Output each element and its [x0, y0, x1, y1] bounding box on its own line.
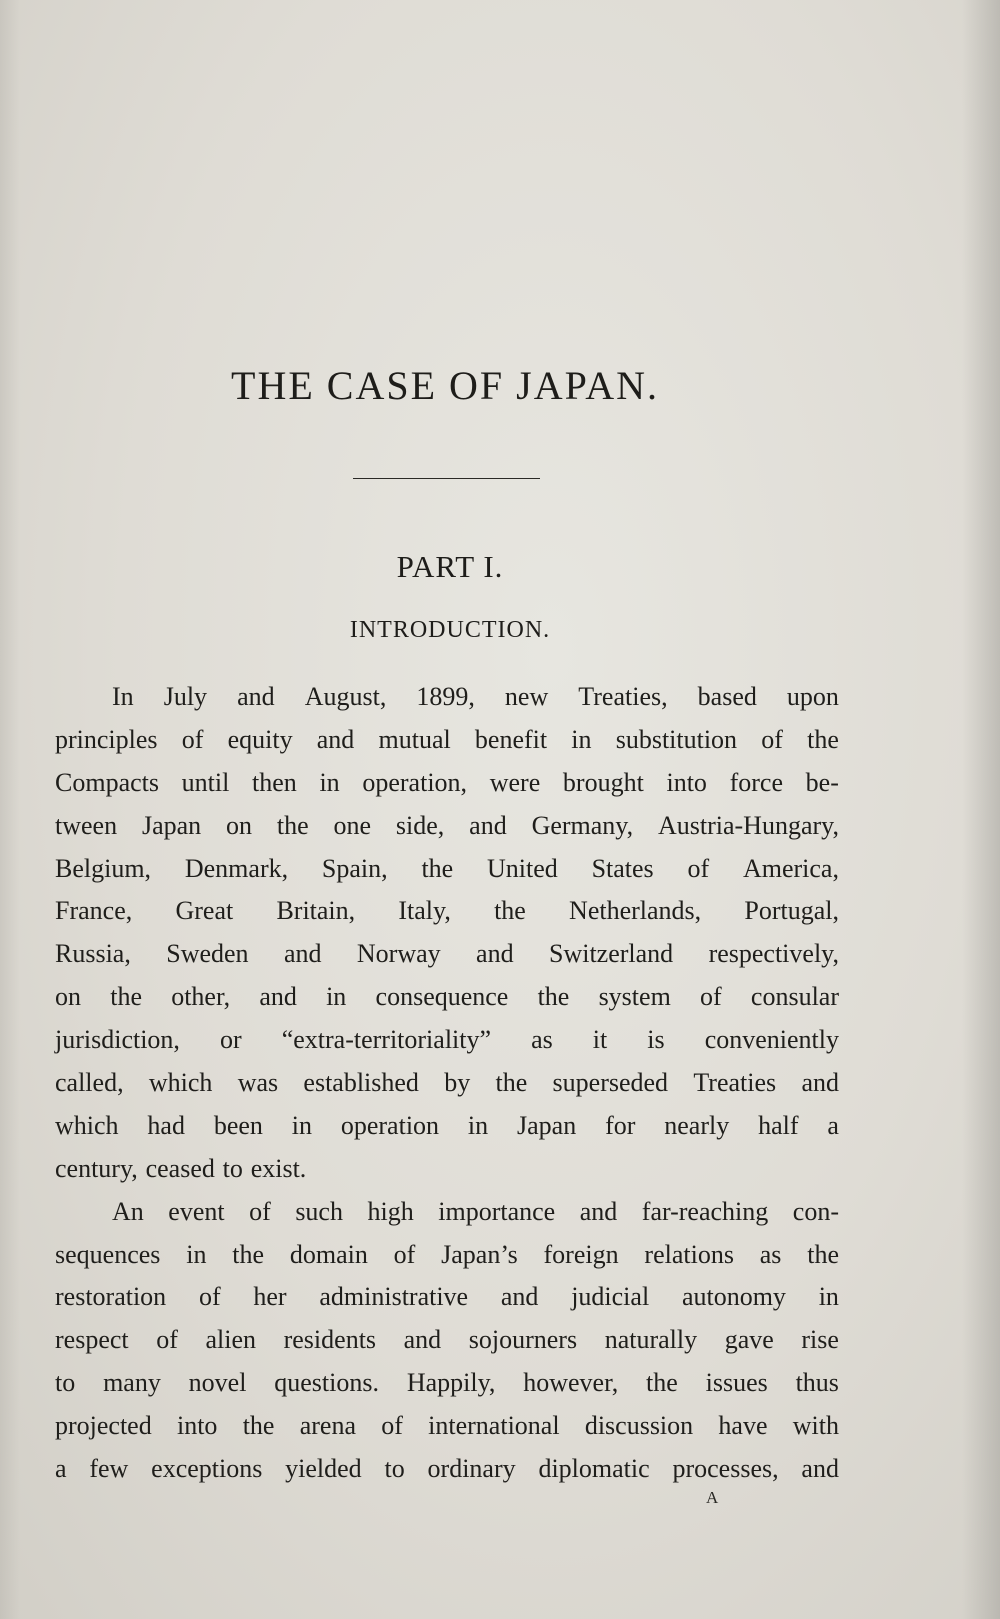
title-rule — [353, 478, 540, 479]
text-line: century, ceased to exist. — [55, 1153, 307, 1183]
text-line: to many novel questions. Happily, however, the issues thus — [55, 1368, 839, 1398]
text-line: on the other, and in consequence the system of consular — [55, 982, 839, 1012]
text-line: respect of alien residents and sojourners naturally gave rise — [55, 1325, 839, 1355]
paragraph-1 — [55, 676, 839, 1191]
text-line: An event of such high importance and far-reaching con- — [112, 1196, 839, 1226]
text-line: In July and August, 1899, new Treaties, based upon — [112, 682, 839, 711]
text-line: a few exceptions yielded to ordinary diplomatic processes, and — [55, 1454, 839, 1484]
text-line: Belgium, Denmark, Spain, the United States of America, — [55, 853, 839, 883]
text-line: jurisdiction, or “extra-territoriality” as it is conveniently — [55, 1025, 839, 1055]
signature-mark: A — [706, 1488, 719, 1507]
text-line: restoration of her administrative and judicial autonomy in — [55, 1282, 839, 1312]
text-line: projected into the arena of international discussion have with — [55, 1411, 839, 1441]
text-line: principles of equity and mutual benefit in substitution of the — [55, 724, 839, 754]
part-heading: PART I. — [396, 549, 504, 584]
text-line: called, which was established by the superseded Treaties and — [55, 1068, 839, 1098]
text-line: France, Great Britain, Italy, the Netherlands, Portugal, — [55, 896, 839, 926]
text-line: Compacts until then in operation, were brought into force be- — [55, 767, 839, 797]
text-line: sequences in the domain of Japan’s foreign relations as the — [55, 1239, 839, 1269]
text-line: Russia, Sweden and Norway and Switzerland respectively, — [55, 939, 839, 969]
page-left-shadow — [0, 0, 20, 1619]
text-line: which had been in operation in Japan for nearly half a — [55, 1110, 839, 1140]
page-title: THE CASE OF JAPAN. — [231, 363, 659, 408]
page-right-shadow — [962, 0, 1000, 1619]
text-line: tween Japan on the one side, and Germany, Austria-Hungary, — [55, 810, 839, 840]
paragraph-2 — [55, 1191, 839, 1491]
body-text — [55, 676, 839, 1491]
section-heading: INTRODUCTION. — [349, 617, 551, 643]
